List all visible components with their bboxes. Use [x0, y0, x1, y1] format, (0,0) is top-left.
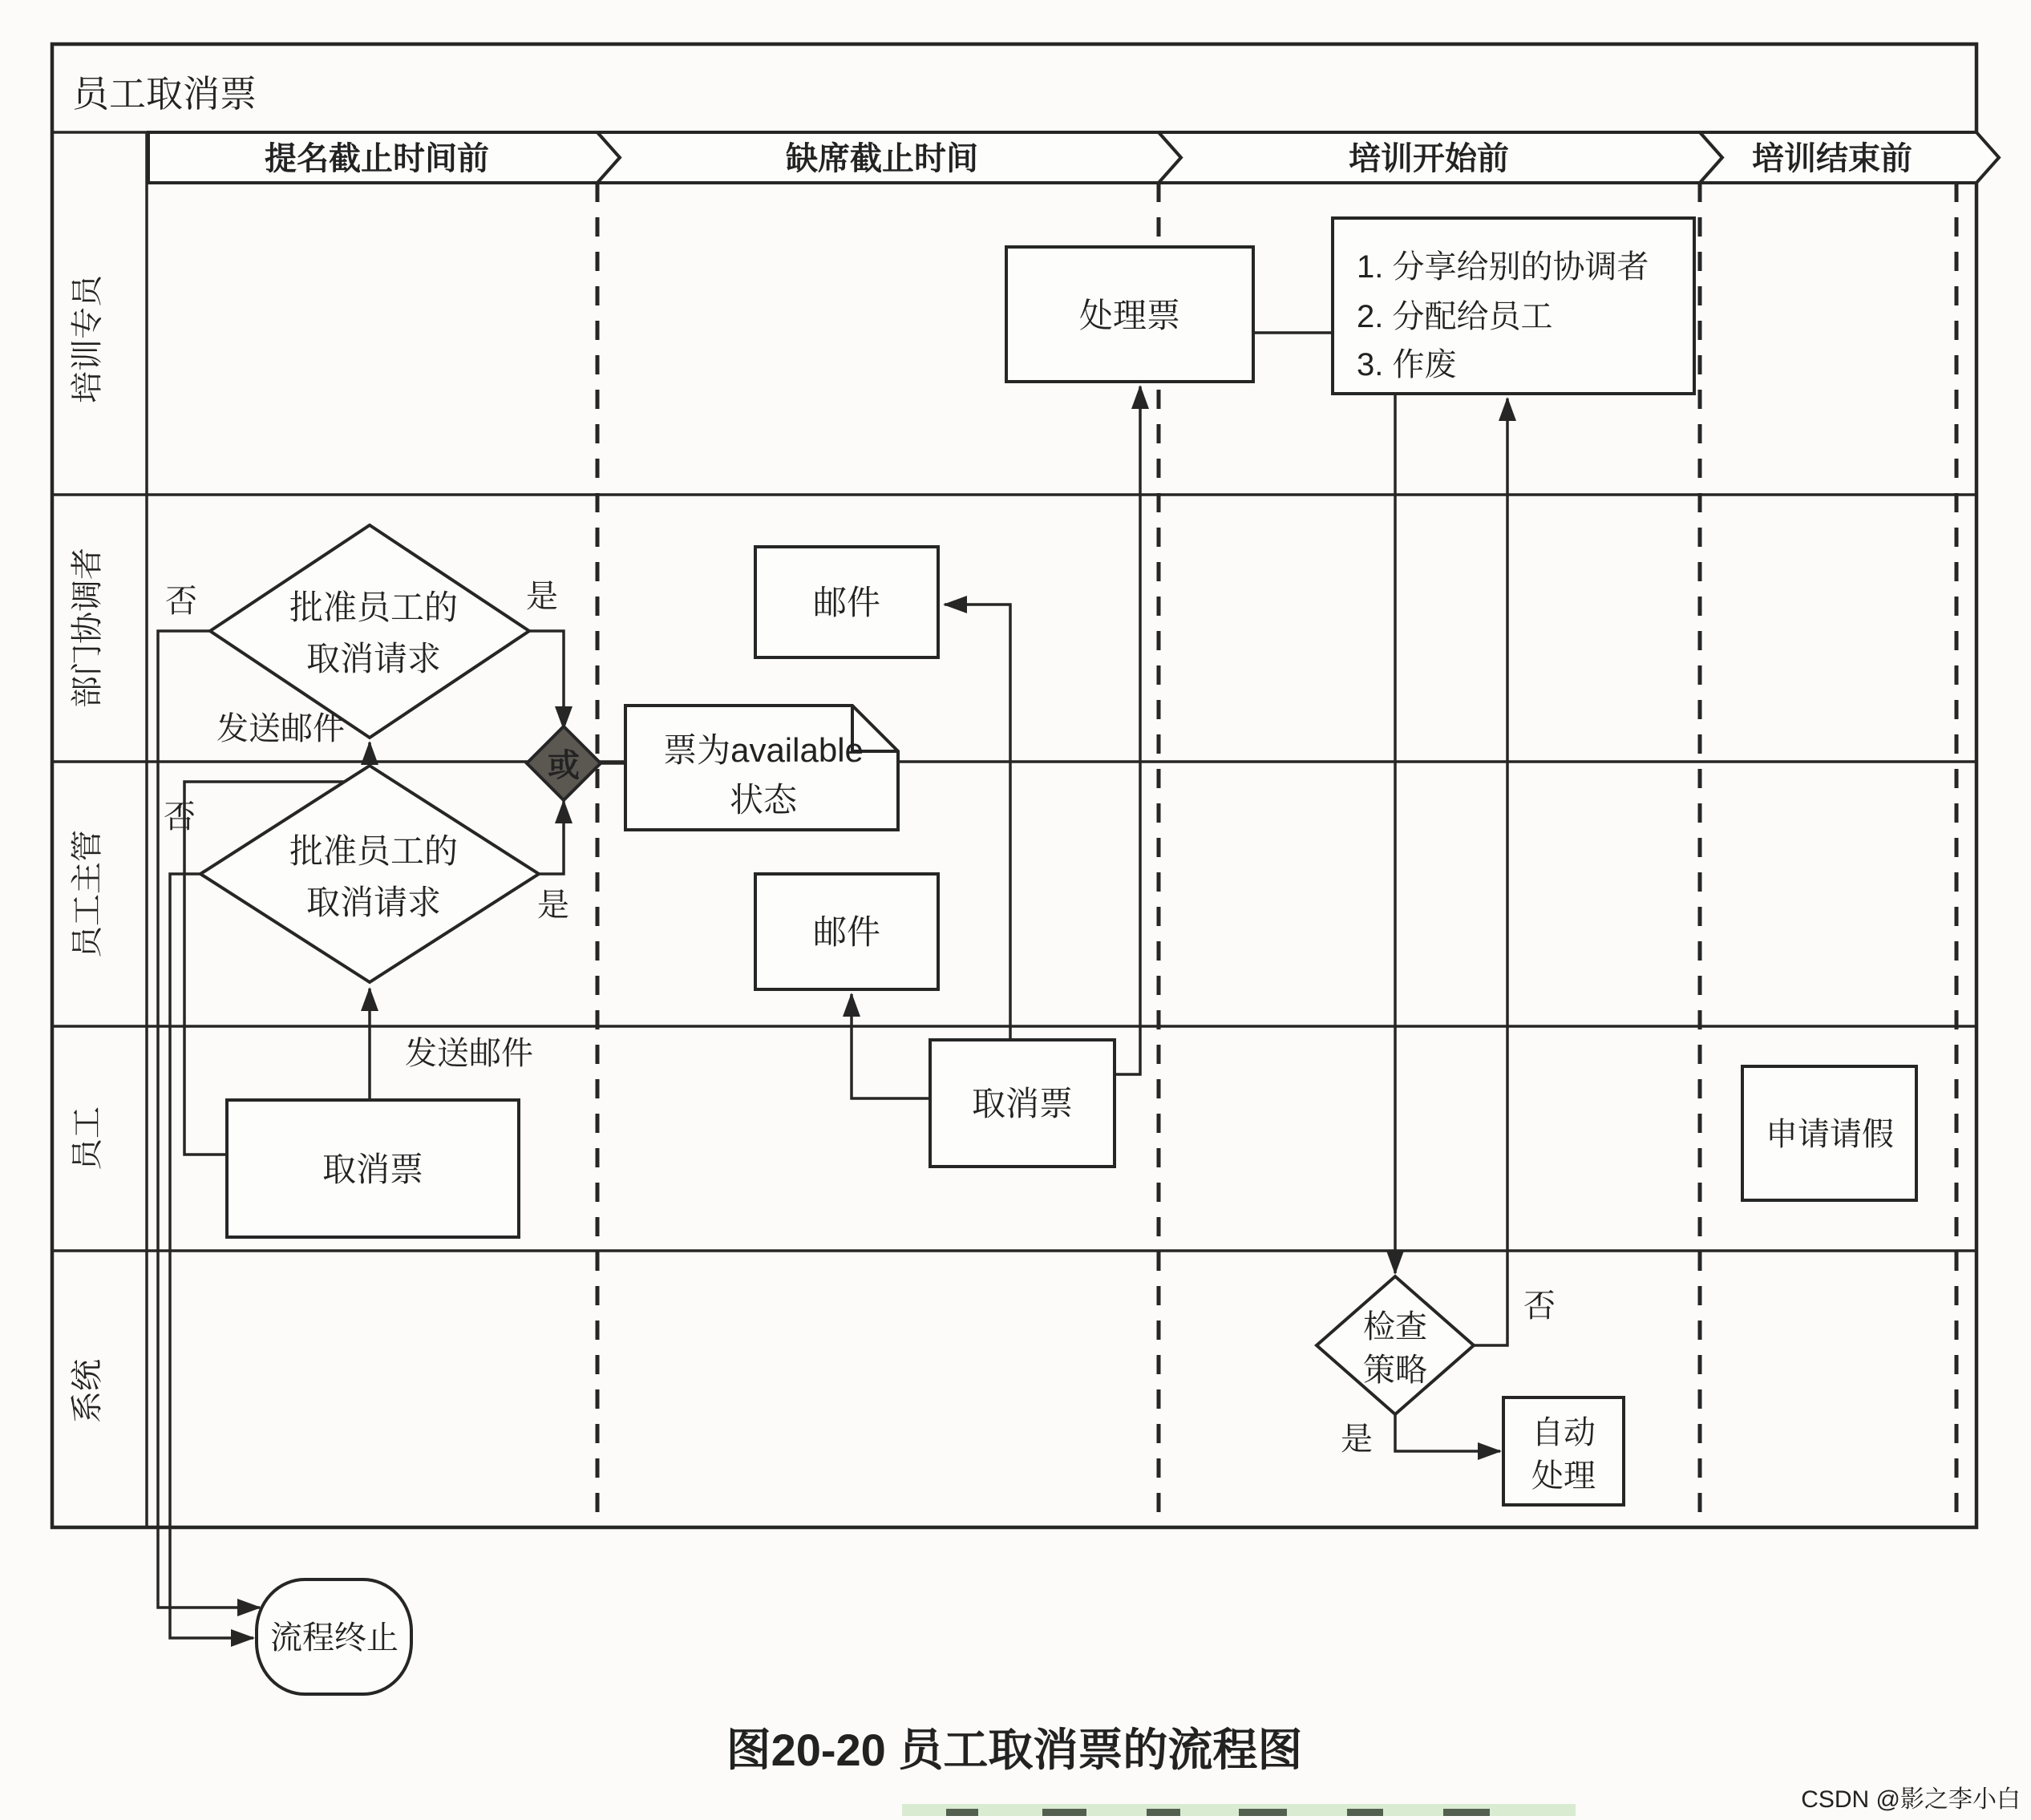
- policy-yes-label: 是: [1341, 1422, 1373, 1457]
- cropped-glyph-mark: [1147, 1809, 1180, 1816]
- approve-supervisor-line2: 取消请求: [305, 884, 442, 921]
- nodes: [200, 218, 1916, 1694]
- approve-request-coordinator-diamond: [210, 525, 529, 738]
- phase-label-4: 培训结束前: [1752, 141, 1912, 176]
- phase-header-band: [148, 132, 1999, 183]
- check-policy-line1: 检查: [1363, 1309, 1427, 1345]
- cropped-glyph-mark: [1443, 1809, 1490, 1816]
- apply-leave-label: 申请请假: [1766, 1117, 1894, 1152]
- approve-supervisor-line1: 批准员工的: [289, 832, 459, 870]
- approve-coordinator-line1: 批准员工的: [289, 588, 459, 626]
- connector-policy-no-to-options-arrow: [1474, 398, 1507, 1345]
- connector-supervisor-yes-to-or-arrow: [539, 801, 564, 874]
- cropped-glyph-mark: [1347, 1809, 1383, 1816]
- process-ticket-label: 处理票: [1078, 297, 1181, 334]
- or-gate-label: 或: [548, 748, 580, 783]
- approve-request-supervisor-diamond: [200, 766, 539, 982]
- approve-coordinator-line2: 取消请求: [305, 640, 442, 677]
- check-policy-diamond: [1317, 1276, 1474, 1414]
- cancel-ticket-left-label: 取消票: [322, 1151, 424, 1188]
- figure-caption: 图20-20 员工取消票的流程图: [726, 1725, 1303, 1775]
- connector-coordinator-yes-to-or-arrow: [529, 631, 564, 729]
- handling-option-2: 2. 分配给员工: [1357, 299, 1553, 334]
- phase-label-3: 培训开始前: [1349, 141, 1509, 176]
- policy-no-label: 否: [1523, 1288, 1556, 1324]
- connector-cancel-mid-to-process-ticket-arrow: [1115, 386, 1140, 1074]
- phase-label-1: 提名截止时间前: [265, 141, 489, 176]
- connector-supervisor-no-to-end-arrow: [170, 874, 253, 1638]
- cropped-glyph-mark: [946, 1809, 978, 1816]
- lane-label-employee-supervisor: 员工主管: [70, 830, 105, 958]
- auto-handle-line1: 自动: [1531, 1415, 1596, 1450]
- lane-label-training-specialist: 培训专员: [70, 275, 105, 403]
- ticket-available-line1: 票为available: [663, 731, 864, 769]
- cancel-ticket-middle-label: 取消票: [971, 1085, 1074, 1122]
- lane-label-employee: 员工: [70, 1106, 105, 1171]
- handling-option-1: 1. 分享给别的协调者: [1357, 249, 1649, 285]
- connector-process-ticket-to-check-policy-arrow: [1253, 333, 1395, 1273]
- watermark: CSDN @影之李小白: [1801, 1786, 2021, 1813]
- email-coordinator-label: 邮件: [812, 584, 881, 621]
- cropped-highlight-sliver: [902, 1804, 1576, 1816]
- supervisor-no-label: 否: [164, 799, 196, 835]
- supervisor-yes-label: 是: [537, 888, 569, 923]
- coordinator-no-label: 否: [165, 584, 197, 619]
- auto-handle-line2: 处理: [1531, 1458, 1596, 1494]
- coordinator-yes-label: 是: [526, 579, 558, 614]
- email-supervisor-label: 邮件: [812, 913, 881, 951]
- connector-cancel-mid-to-email-coordinator-arrow: [945, 605, 1010, 1040]
- ticket-available-line2: 状态: [729, 781, 798, 819]
- diagram-title: 员工取消票: [72, 73, 257, 115]
- cropped-glyph-mark: [1239, 1809, 1287, 1816]
- send-email-coordinator-label: 发送邮件: [216, 711, 345, 746]
- lane-label-department-coordinator: 部门协调者: [70, 548, 105, 708]
- handling-option-3: 3. 作废: [1357, 347, 1457, 382]
- lane-label-system: 系统: [70, 1359, 105, 1423]
- connector-policy-yes-to-auto-handle-arrow: [1395, 1414, 1500, 1451]
- send-email-supervisor-label: 发送邮件: [405, 1036, 533, 1071]
- check-policy-line2: 策略: [1363, 1353, 1427, 1388]
- cropped-glyph-mark: [1042, 1809, 1086, 1816]
- connector-cancel-mid-to-email-supervisor-arrow: [852, 994, 930, 1098]
- phase-label-2: 缺席截止时间: [786, 141, 978, 176]
- process-end-label: 流程终止: [270, 1620, 399, 1656]
